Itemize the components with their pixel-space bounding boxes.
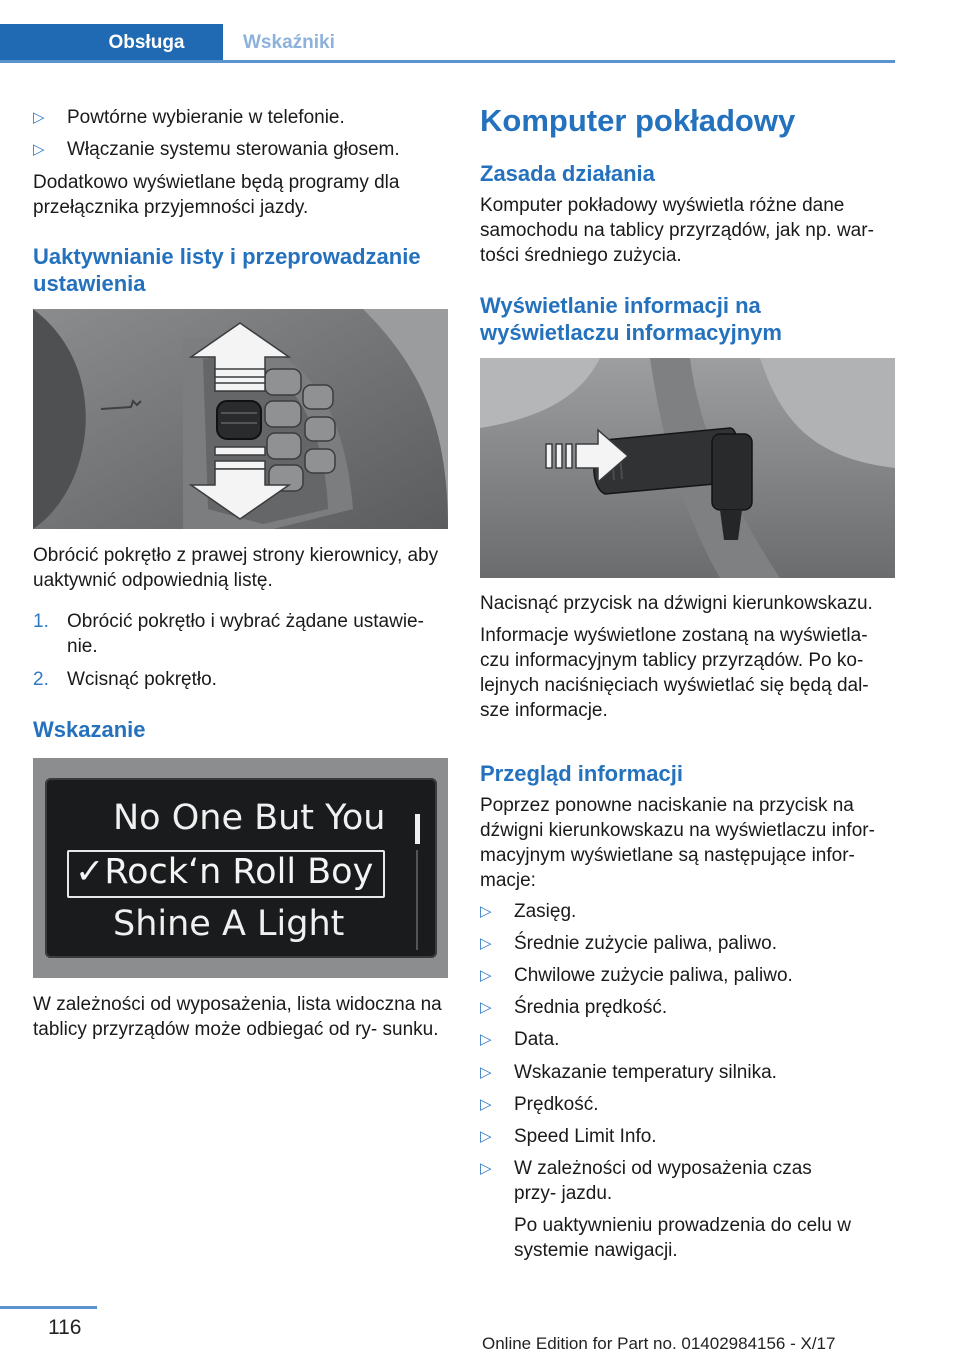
- heading-overview: Przegląd informacji: [480, 761, 683, 786]
- page-title: Komputer pokładowy: [480, 103, 796, 138]
- steering-wheel-figure: [33, 309, 448, 529]
- bullet-marker-icon: ▷: [480, 1031, 492, 1048]
- page-number: 116: [48, 1316, 82, 1339]
- bullet-marker-icon: ▷: [480, 1096, 492, 1113]
- bullet-marker-icon: ▷: [33, 141, 45, 158]
- display-list-item-selected: [75, 852, 373, 892]
- list-item-text: W zależności od wyposażenia czas przy‐ jazdu.: [514, 1158, 812, 1204]
- list-item: [480, 899, 895, 924]
- numbered-step: [33, 609, 448, 659]
- list-item: [480, 931, 895, 956]
- paragraph-principle: Komputer pokładowy wyświetla różne dane samochodu na tablicy przyrządów, jak np. war‐ tości średniego zużycia.: [480, 195, 874, 266]
- display-scrollbar-thumb: [415, 814, 420, 844]
- bullet-marker-icon: ▷: [480, 935, 492, 952]
- tab-obsluga-label: Obsługa: [108, 32, 185, 53]
- display-list-item-label: Rock‘n Roll Boy: [104, 852, 374, 892]
- turn-signal-lever-figure: [480, 358, 895, 578]
- list-item: [480, 995, 895, 1020]
- paragraph-equipment-note: W zależności od wyposażenia, lista widoczna na tablicy przyrządów może odbiegać od ry‐ sunku.: [33, 994, 442, 1040]
- checkmark-icon: ✓: [75, 852, 105, 892]
- paragraph-programs: Dodatkowo wyświetlane będą programy dla przełącznika przyjemności jazdy.: [33, 172, 400, 218]
- paragraph-press-button: Nacisnąć przycisk na dźwigni kierunkowskazu.: [480, 593, 873, 614]
- list-item-text: Zasięg.: [514, 901, 577, 922]
- list-item: [480, 1027, 895, 1052]
- step-text: Obrócić pokrętło i wybrać żądane ustawie‐ nie.: [67, 611, 424, 657]
- list-item-text: Wskazanie temperatury silnika.: [514, 1062, 777, 1083]
- list-item-text: Speed Limit Info.: [514, 1126, 657, 1147]
- display-list-item: Shine A Light: [113, 904, 345, 944]
- list-item: [480, 1124, 895, 1149]
- bullet-marker-icon: ▷: [33, 109, 45, 126]
- bullet-marker-icon: ▷: [480, 1160, 492, 1177]
- list-item-text: Średnie zużycie paliwa, paliwo.: [514, 933, 777, 954]
- list-item: [480, 963, 895, 988]
- bullet-marker-icon: ▷: [480, 1064, 492, 1081]
- display-list-item: No One But You: [113, 798, 386, 838]
- numbered-step: [33, 667, 448, 692]
- list-item: [480, 1060, 895, 1085]
- footer-edition: Online Edition for Part no. 01402984156 - X/17: [482, 1334, 836, 1353]
- step-text: Wcisnąć pokrętło.: [67, 669, 217, 690]
- bullet-marker-icon: ▷: [480, 903, 492, 920]
- footer-divider: [0, 1306, 97, 1309]
- display-list-figure: [33, 758, 448, 978]
- list-item: [33, 137, 448, 162]
- heading-principle: Zasada działania: [480, 161, 655, 186]
- turn-signal-lever-illustration: [480, 358, 895, 578]
- list-item-text: Powtórne wybieranie w telefonie.: [67, 107, 345, 128]
- list-item-text: Data.: [514, 1029, 560, 1050]
- paragraph-overview: Poprzez ponowne naciskanie na przycisk na dźwigni kierunkowskazu na wyświetlaczu infor‐ macyjnym wyświetlane są następujące infor‐ macje:: [480, 795, 875, 891]
- list-item: [480, 1156, 895, 1206]
- list-item: [33, 105, 448, 130]
- paragraph-turn-roller: Obrócić pokrętło z prawej strony kierownicy, aby uaktywnić odpowiednią listę.: [33, 545, 439, 591]
- display-screen: [45, 778, 437, 958]
- bullet-marker-icon: ▷: [480, 1128, 492, 1145]
- heading-display: Wskazanie: [33, 717, 146, 742]
- heading-activate-list: Uaktywnianie listy i przeprowadzanie ustawienia: [33, 244, 421, 296]
- list-item: [480, 1092, 895, 1117]
- paragraph-after-navigation: Po uaktywnieniu prowadzenia do celu w systemie nawigacji.: [514, 1215, 851, 1261]
- bullet-marker-icon: ▷: [480, 999, 492, 1016]
- list-item-text: Średnia prędkość.: [514, 997, 668, 1018]
- step-number: 2.: [33, 669, 49, 690]
- bullet-marker-icon: ▷: [480, 967, 492, 984]
- tab-wskazniki[interactable]: [223, 24, 335, 62]
- list-item-text: Prędkość.: [514, 1094, 599, 1115]
- header-divider: [0, 60, 895, 63]
- list-item-text: Chwilowe zużycie paliwa, paliwo.: [514, 965, 793, 986]
- steering-wheel-illustration: [33, 309, 448, 529]
- tab-obsluga[interactable]: [0, 24, 223, 62]
- list-item-text: Włączanie systemu sterowania głosem.: [67, 139, 400, 160]
- step-number: 1.: [33, 611, 49, 632]
- tab-wskazniki-label: Wskaźniki: [243, 32, 335, 53]
- paragraph-info-shown: Informacje wyświetlone zostaną na wyświetla‐ czu informacyjnym tablicy przyrządów. Po ko‐ lejnych naciśnięciach wyświetlać się będą dal‐ sze informacje.: [480, 625, 869, 721]
- heading-info-display: Wyświetlanie informacji na wyświetlaczu informacyjnym: [480, 293, 782, 345]
- display-scrollbar-track: [416, 850, 418, 950]
